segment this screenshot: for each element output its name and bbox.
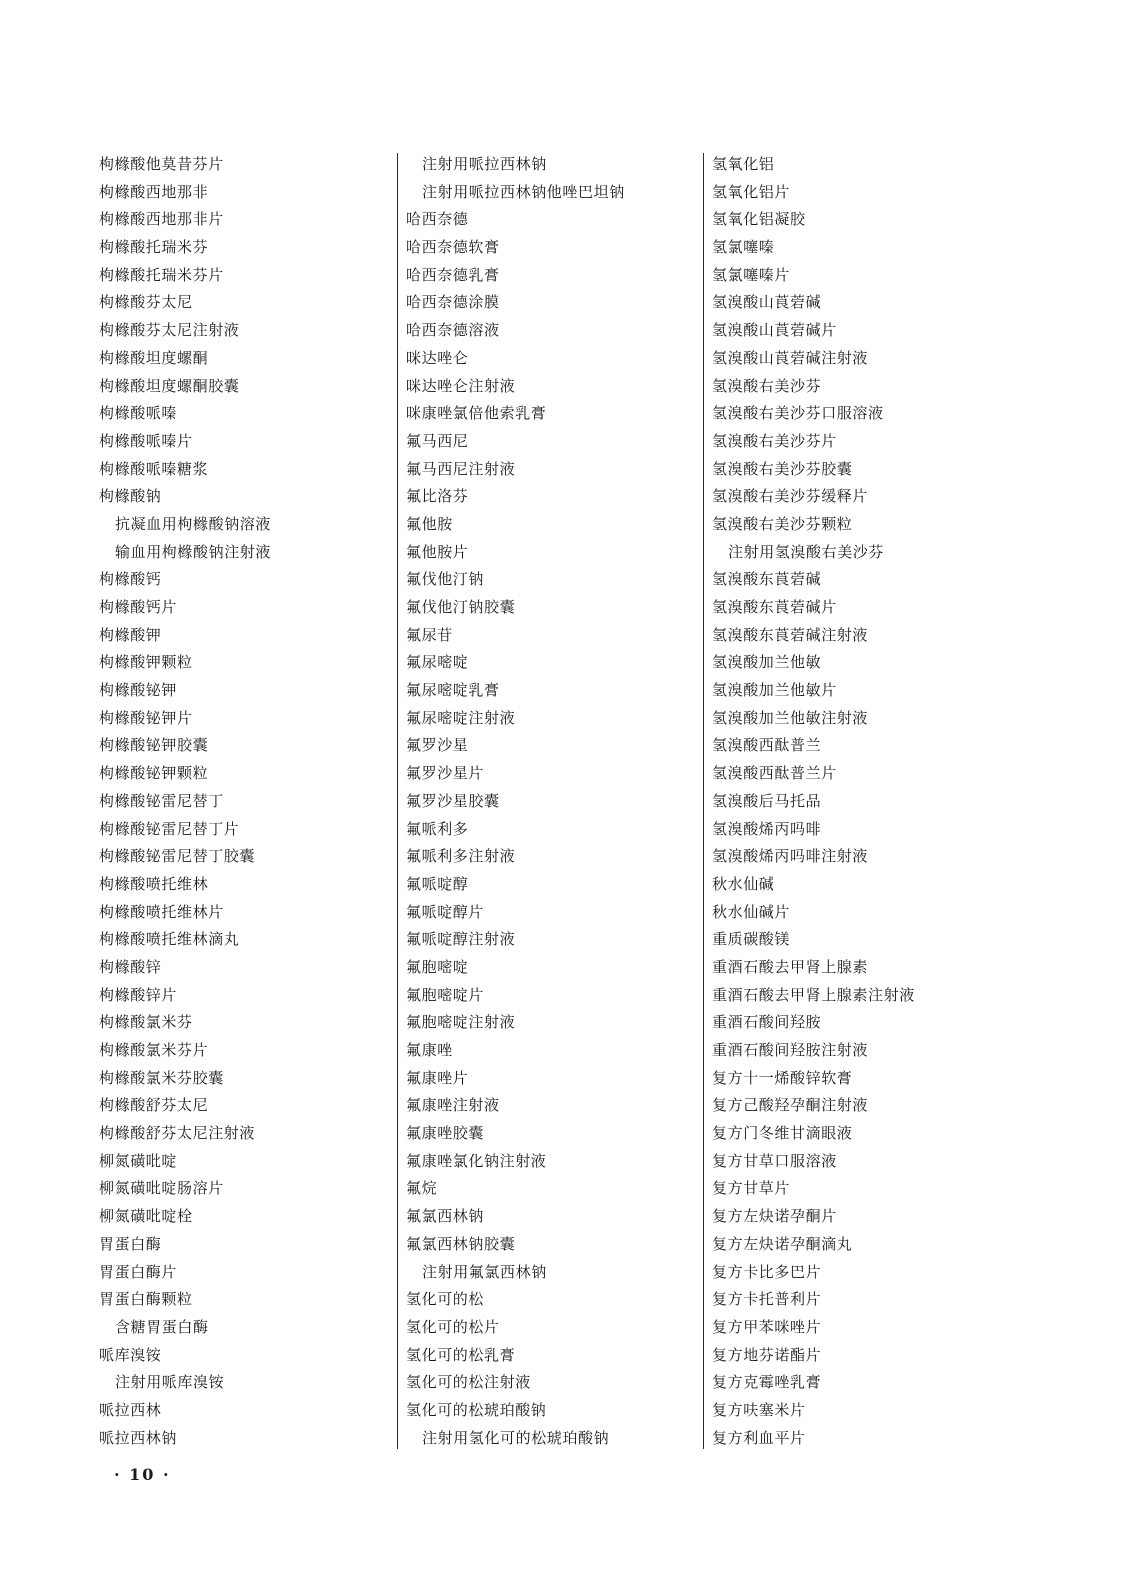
index-entry: 氟哌利多 <box>406 819 469 838</box>
index-entry: 咪康唑氯倍他索乳膏 <box>406 404 547 423</box>
index-entry: 氢溴酸加兰他敏注射液 <box>712 708 869 727</box>
index-entry: 枸橼酸哌嗪片 <box>99 431 193 450</box>
index-entry: 枸橼酸铋钾颗粒 <box>99 764 209 783</box>
index-entry: 氟尿嘧啶注射液 <box>406 708 516 727</box>
index-entry: 枸橼酸钾 <box>99 625 162 644</box>
index-entry: 枸橼酸铋雷尼替丁 <box>99 791 224 810</box>
index-sub-entry: 含糖胃蛋白酶 <box>115 1317 209 1336</box>
index-entry: 枸橼酸西地那非 <box>99 182 209 201</box>
index-entry: 枸橼酸坦度螺酮 <box>99 348 209 367</box>
index-entry: 枸橼酸钾颗粒 <box>99 653 193 672</box>
index-sub-entry: 注射用哌拉西林钠他唑巴坦钠 <box>422 182 625 201</box>
index-entry: 枸橼酸氯米芬 <box>99 1013 193 1032</box>
index-entry: 复方利血平片 <box>712 1428 806 1447</box>
index-entry: 氟康唑胶囊 <box>406 1124 485 1143</box>
index-entry: 复方甲苯咪唑片 <box>712 1317 822 1336</box>
index-sub-entry: 注射用哌库溴铵 <box>115 1373 225 1392</box>
index-entry: 氟哌啶醇注射液 <box>406 930 516 949</box>
index-entry: 氢溴酸右美沙芬 <box>712 376 822 395</box>
index-entry: 哈西奈德 <box>406 210 469 229</box>
index-entry: 复方甘草口服溶液 <box>712 1151 837 1170</box>
index-entry: 枸橼酸喷托维林片 <box>99 902 224 921</box>
index-entry: 氢溴酸右美沙芬颗粒 <box>712 514 853 533</box>
index-entry: 氢溴酸烯丙吗啡注射液 <box>712 847 869 866</box>
index-entry: 重酒石酸去甲肾上腺素注射液 <box>712 985 915 1004</box>
index-entry: 枸橼酸芬太尼 <box>99 293 193 312</box>
index-entry: 枸橼酸锌 <box>99 957 162 976</box>
index-entry: 复方地芬诺酯片 <box>712 1345 822 1364</box>
index-sub-entry: 输血用枸橼酸钠注射液 <box>115 542 272 561</box>
index-entry: 哈西奈德溶液 <box>406 321 500 340</box>
index-sub-entry: 注射用氟氯西林钠 <box>422 1262 547 1281</box>
index-entry: 复方克霉唑乳膏 <box>712 1373 822 1392</box>
index-entry: 重质碳酸镁 <box>712 930 791 949</box>
index-sub-entry: 注射用氢化可的松琥珀酸钠 <box>422 1428 610 1447</box>
index-entry: 枸橼酸舒芬太尼 <box>99 1096 209 1115</box>
index-entry: 氢氯噻嗪片 <box>712 265 791 284</box>
index-entry: 氟康唑片 <box>406 1068 469 1087</box>
index-entry: 氟伐他汀钠胶囊 <box>406 598 516 616</box>
index-entry: 氟氯西林钠 <box>406 1207 485 1226</box>
index-entry: 胃蛋白酶 <box>99 1234 162 1253</box>
index-entry: 哈西奈德涂膜 <box>406 293 500 312</box>
page-number: · 10 · <box>114 1465 171 1484</box>
index-entry: 氢溴酸西酞普兰片 <box>712 764 837 783</box>
index-entry: 氟罗沙星片 <box>406 764 485 783</box>
index-entry: 复方卡比多巴片 <box>712 1262 822 1281</box>
index-entry: 氢溴酸东莨菪碱 <box>712 570 822 589</box>
index-entry: 柳氮磺吡啶 <box>99 1151 178 1170</box>
index-column-1 <box>99 151 389 1452</box>
index-entry: 枸橼酸喷托维林 <box>99 874 209 893</box>
index-sub-entry: 抗凝血用枸橼酸钠溶液 <box>115 514 272 533</box>
index-entry: 氟胞嘧啶注射液 <box>406 1013 516 1032</box>
index-entry: 氢化可的松乳膏 <box>406 1345 516 1364</box>
index-entry: 氢溴酸东莨菪碱片 <box>712 598 837 616</box>
index-entry: 枸橼酸舒芬太尼注射液 <box>99 1124 256 1143</box>
index-column-3 <box>712 151 1012 1452</box>
index-entry: 枸橼酸氯米芬胶囊 <box>99 1068 224 1087</box>
index-entry: 氢氧化铝凝胶 <box>712 210 806 229</box>
index-entry: 枸橼酸坦度螺酮胶囊 <box>99 376 240 395</box>
index-entry: 枸橼酸哌嗪糖浆 <box>99 459 209 478</box>
index-entry: 氟氯西林钠胶囊 <box>406 1234 516 1253</box>
index-entry: 枸橼酸喷托维林滴丸 <box>99 930 240 949</box>
index-entry: 氢溴酸山莨菪碱片 <box>712 321 837 340</box>
index-entry: 氢氧化铝片 <box>712 182 791 201</box>
index-entry: 枸橼酸钠 <box>99 487 162 506</box>
index-entry: 氟烷 <box>406 1179 438 1198</box>
index-entry: 氢化可的松注射液 <box>406 1373 531 1392</box>
index-entry: 胃蛋白酶片 <box>99 1262 178 1281</box>
index-entry: 枸橼酸铋雷尼替丁片 <box>99 819 240 838</box>
index-entry: 哈西奈德乳膏 <box>406 265 500 284</box>
index-entry: 复方甘草片 <box>712 1179 791 1198</box>
index-entry: 枸橼酸托瑞米芬片 <box>99 265 224 284</box>
index-entry: 氢溴酸山莨菪碱注射液 <box>712 348 869 367</box>
index-entry: 氟尿嘧啶 <box>406 653 469 672</box>
index-entry: 枸橼酸西地那非片 <box>99 210 224 229</box>
index-entry: 枸橼酸芬太尼注射液 <box>99 321 240 340</box>
index-entry: 氟胞嘧啶 <box>406 957 469 976</box>
column-divider <box>397 153 398 1449</box>
index-entry: 氟他胺 <box>406 514 453 533</box>
index-entry: 复方呋塞米片 <box>712 1400 806 1419</box>
index-entry: 哌拉西林 <box>99 1400 162 1419</box>
index-entry: 枸橼酸他莫昔芬片 <box>99 155 224 173</box>
index-entry: 柳氮磺吡啶栓 <box>99 1207 193 1226</box>
index-entry: 氢溴酸右美沙芬缓释片 <box>712 487 869 506</box>
index-entry: 枸橼酸托瑞米芬 <box>99 238 209 257</box>
index-entry: 枸橼酸铋钾胶囊 <box>99 736 209 755</box>
index-entry: 氢溴酸右美沙芬口服溶液 <box>712 404 884 423</box>
index-entry: 重酒石酸去甲肾上腺素 <box>712 957 869 976</box>
index-entry: 氢溴酸加兰他敏 <box>712 653 822 672</box>
index-column-2 <box>406 151 696 1452</box>
index-entry: 氟罗沙星 <box>406 736 469 755</box>
index-entry: 氟尿嘧啶乳膏 <box>406 681 500 700</box>
index-entry: 氟马西尼 <box>406 431 469 450</box>
index-entry: 氟马西尼注射液 <box>406 459 516 478</box>
index-entry: 氢溴酸西酞普兰 <box>712 736 822 755</box>
index-entry: 氢溴酸烯丙吗啡 <box>712 819 822 838</box>
index-entry: 氟哌啶醇片 <box>406 902 485 921</box>
index-entry: 复方左炔诺孕酮滴丸 <box>712 1234 853 1253</box>
index-entry: 哈西奈德软膏 <box>406 238 500 257</box>
index-entry: 氢化可的松琥珀酸钠 <box>406 1400 547 1419</box>
index-entry: 氢溴酸右美沙芬片 <box>712 431 837 450</box>
index-entry: 氟康唑氯化钠注射液 <box>406 1151 547 1170</box>
column-divider <box>703 153 704 1449</box>
index-entry: 氟比洛芬 <box>406 487 469 506</box>
index-entry: 氢溴酸山莨菪碱 <box>712 293 822 312</box>
index-entry: 氢溴酸后马托品 <box>712 791 822 810</box>
index-entry: 氟尿苷 <box>406 625 453 644</box>
index-entry: 氟康唑注射液 <box>406 1096 500 1115</box>
index-entry: 重酒石酸间羟胺注射液 <box>712 1041 869 1059</box>
index-entry: 枸橼酸锌片 <box>99 985 178 1004</box>
index-entry: 氢化可的松片 <box>406 1317 500 1336</box>
index-entry: 枸橼酸氯米芬片 <box>99 1041 209 1059</box>
index-entry: 枸橼酸铋钾片 <box>99 708 193 727</box>
index-entry: 复方卡托普利片 <box>712 1290 822 1309</box>
index-entry: 枸橼酸钙片 <box>99 598 178 616</box>
index-entry: 咪达唑仑注射液 <box>406 376 516 395</box>
index-entry: 氟他胺片 <box>406 542 469 561</box>
index-entry: 氢氯噻嗪 <box>712 238 775 257</box>
index-entry: 秋水仙碱片 <box>712 902 791 921</box>
index-sub-entry: 注射用氢溴酸右美沙芬 <box>728 542 885 561</box>
index-entry: 哌库溴铵 <box>99 1345 162 1364</box>
index-entry: 氢溴酸右美沙芬胶囊 <box>712 459 853 478</box>
index-entry: 咪达唑仑 <box>406 348 469 367</box>
index-entry: 氟哌利多注射液 <box>406 847 516 866</box>
index-entry: 哌拉西林钠 <box>99 1428 178 1447</box>
index-entry: 枸橼酸钙 <box>99 570 162 589</box>
index-entry: 柳氮磺吡啶肠溶片 <box>99 1179 224 1198</box>
index-entry: 复方十一烯酸锌软膏 <box>712 1068 853 1087</box>
index-entry: 复方己酸羟孕酮注射液 <box>712 1096 869 1115</box>
index-entry: 氟伐他汀钠 <box>406 570 485 589</box>
index-entry: 重酒石酸间羟胺 <box>712 1013 822 1032</box>
index-entry: 氟哌啶醇 <box>406 874 469 893</box>
index-entry: 氟康唑 <box>406 1041 453 1059</box>
index-entry: 枸橼酸哌嗪 <box>99 404 178 423</box>
index-entry: 氢溴酸东莨菪碱注射液 <box>712 625 869 644</box>
index-entry: 氢氧化铝 <box>712 155 775 173</box>
index-entry: 氟罗沙星胶囊 <box>406 791 500 810</box>
index-entry: 氢化可的松 <box>406 1290 485 1309</box>
index-entry: 氟胞嘧啶片 <box>406 985 485 1004</box>
index-entry: 胃蛋白酶颗粒 <box>99 1290 193 1309</box>
index-entry: 复方门冬维甘滴眼液 <box>712 1124 853 1143</box>
index-sub-entry: 注射用哌拉西林钠 <box>422 155 547 173</box>
index-entry: 复方左炔诺孕酮片 <box>712 1207 837 1226</box>
index-entry: 枸橼酸铋雷尼替丁胶囊 <box>99 847 256 866</box>
index-entry: 秋水仙碱 <box>712 874 775 893</box>
index-entry: 氢溴酸加兰他敏片 <box>712 681 837 700</box>
index-entry: 枸橼酸铋钾 <box>99 681 178 700</box>
